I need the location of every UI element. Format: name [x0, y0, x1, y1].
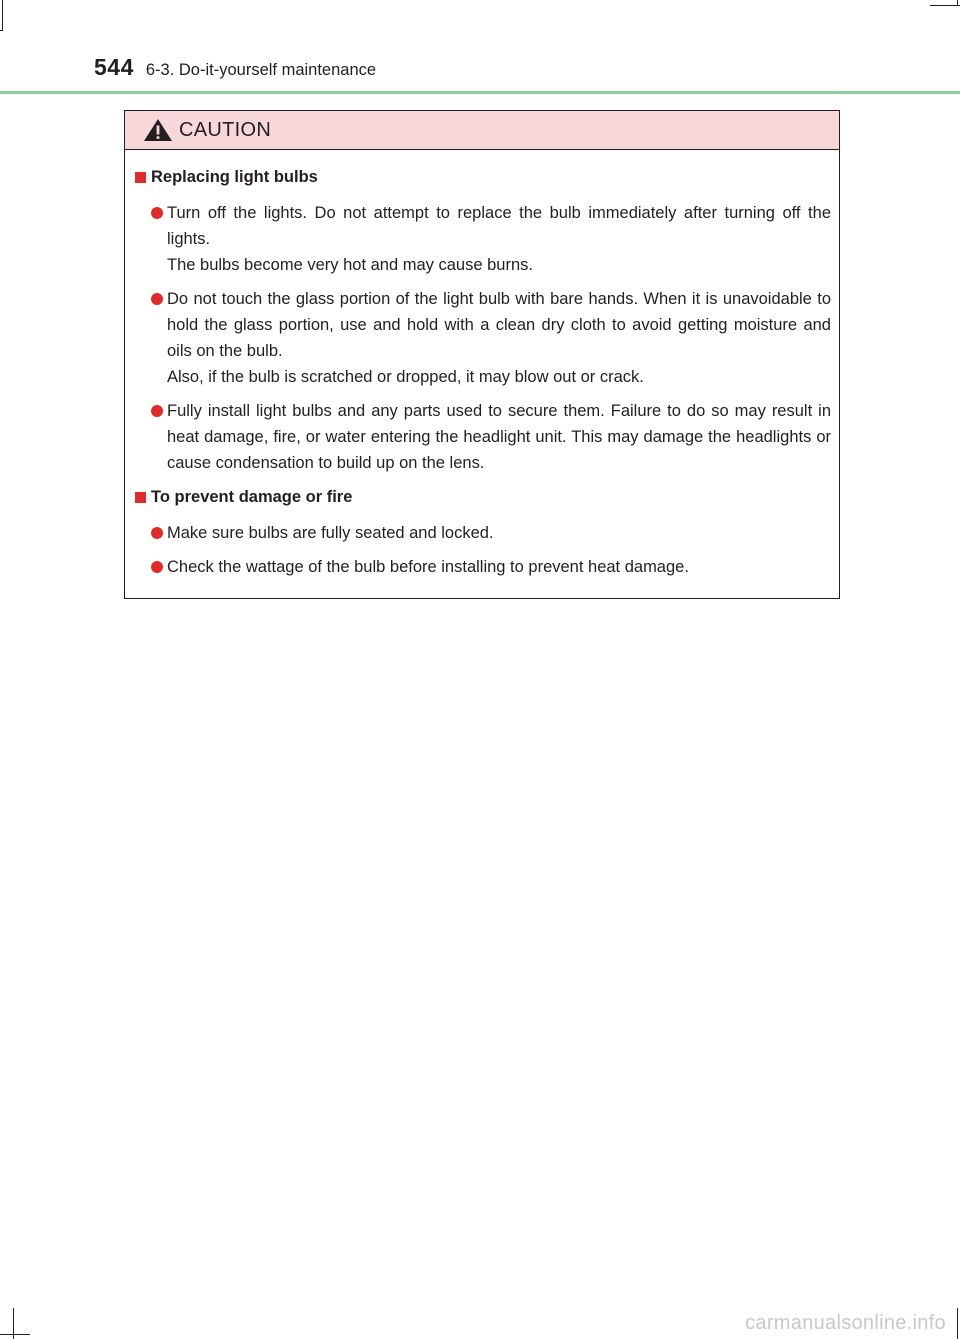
header-rule: [0, 91, 960, 94]
warning-triangle-icon: [143, 118, 173, 142]
bullet-text: Turn off the lights. Do not attempt to replace the bulb immediately after turning off the lights.: [167, 204, 831, 248]
bullet-text: Do not touch the glass portion of the light bulb with bare hands. When it is unavoidable to hold the glass portion, use and hold with a clean dry cloth to avoid getting moisture and oils on the bulb.: [167, 290, 831, 360]
topic-heading: [135, 488, 831, 507]
bullet-item: [135, 286, 831, 390]
round-bullet-icon: [151, 527, 163, 539]
bullet-text: Fully install light bulbs and any parts used to secure them. Failure to do so may result in heat damage, fire, or water entering the headlight unit. This may damage the headlights or cause condensation to build up on the lens.: [167, 402, 831, 472]
bullet-item: [135, 398, 831, 476]
bullet-text: The bulbs become very hot and may cause burns.: [167, 256, 533, 274]
caution-body: [125, 150, 839, 580]
bullet-item: [135, 200, 831, 278]
caution-box: [124, 110, 840, 599]
square-bullet-icon: [135, 172, 146, 183]
bullet-text: Check the wattage of the bulb before installing to prevent heat damage.: [167, 558, 689, 576]
round-bullet-icon: [151, 405, 163, 417]
watermark-text: carmanualsonline.info: [745, 1312, 946, 1334]
topic-heading: [135, 168, 831, 187]
page-header: [94, 54, 376, 90]
round-bullet-icon: [151, 293, 163, 305]
bullet-item: [135, 554, 831, 580]
bullet-text: Also, if the bulb is scratched or dropped, it may blow out or crack.: [167, 368, 644, 386]
page-number: 544: [94, 54, 134, 80]
topic-heading-text: Replacing light bulbs: [151, 168, 318, 186]
crop-mark-top-right-horizontal: [930, 5, 960, 6]
section-title: 6-3. Do-it-yourself maintenance: [145, 61, 377, 79]
square-bullet-icon: [135, 492, 146, 503]
caution-header: [125, 111, 839, 150]
round-bullet-icon: [151, 207, 163, 219]
round-bullet-icon: [151, 561, 163, 573]
crop-mark-bottom-right-vertical: [957, 1308, 958, 1339]
bullet-item: [135, 520, 831, 546]
bullet-text: Make sure bulbs are fully seated and locked.: [167, 524, 494, 542]
crop-mark-bottom-left-horizontal: [0, 1334, 30, 1335]
caution-label: CAUTION: [179, 118, 272, 141]
topic-heading-text: To prevent damage or fire: [151, 488, 353, 506]
crop-mark-top-left-horizontal: [0, 30, 3, 31]
crop-mark-top-left-vertical: [2, 0, 3, 30]
